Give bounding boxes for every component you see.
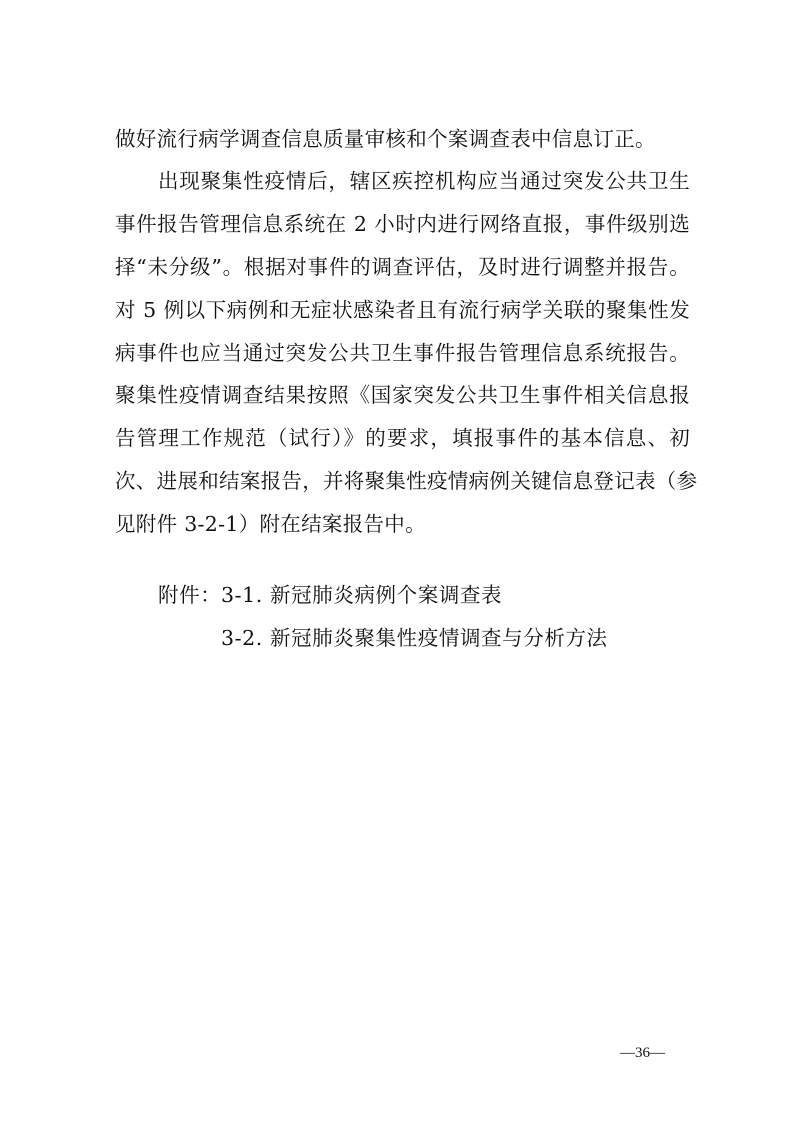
paragraph-line-3: 事件报告管理信息系统在 2 小时内进行网络直报，事件级别选 bbox=[115, 212, 690, 236]
paragraph-line-8: 告管理工作规范（试行）》的要求，填报事件的基本信息、初 bbox=[115, 426, 690, 450]
paragraph-line-4: 择“未分级”。根据对事件的调查评估，及时进行调整并报告。 bbox=[115, 255, 690, 279]
attachments-label: 附件： bbox=[158, 583, 222, 607]
paragraph-line-10: 见附件 3-2-1）附在结案报告中。 bbox=[115, 512, 426, 536]
paragraph-line-7: 聚集性疫情调查结果按照《国家突发公共卫生事件相关信息报 bbox=[115, 383, 690, 407]
paragraph-line-2: 出现聚集性疫情后，辖区疾控机构应当通过突发公共卫生 bbox=[158, 169, 690, 193]
paragraph-line-6: 病事件也应当通过突发公共卫生事件报告管理信息系统报告。 bbox=[115, 341, 690, 365]
page-number: —36— bbox=[620, 1045, 665, 1061]
attachment-item-2: 3-2. 新冠肺炎聚集性疫情调查与分析方法 bbox=[221, 626, 608, 650]
paragraph-line-1: 做好流行病学调查信息质量审核和个案调查表中信息订正。 bbox=[115, 127, 656, 151]
paragraph-line-5: 对 5 例以下病例和无症状感染者且有流行病学关联的聚集性发 bbox=[115, 298, 690, 322]
attachment-item-1: 3-1. 新冠肺炎病例个案调查表 bbox=[221, 583, 503, 607]
paragraph-line-9: 次、进展和结案报告，并将聚集性疫情病例关键信息登记表（参 bbox=[115, 469, 698, 493]
